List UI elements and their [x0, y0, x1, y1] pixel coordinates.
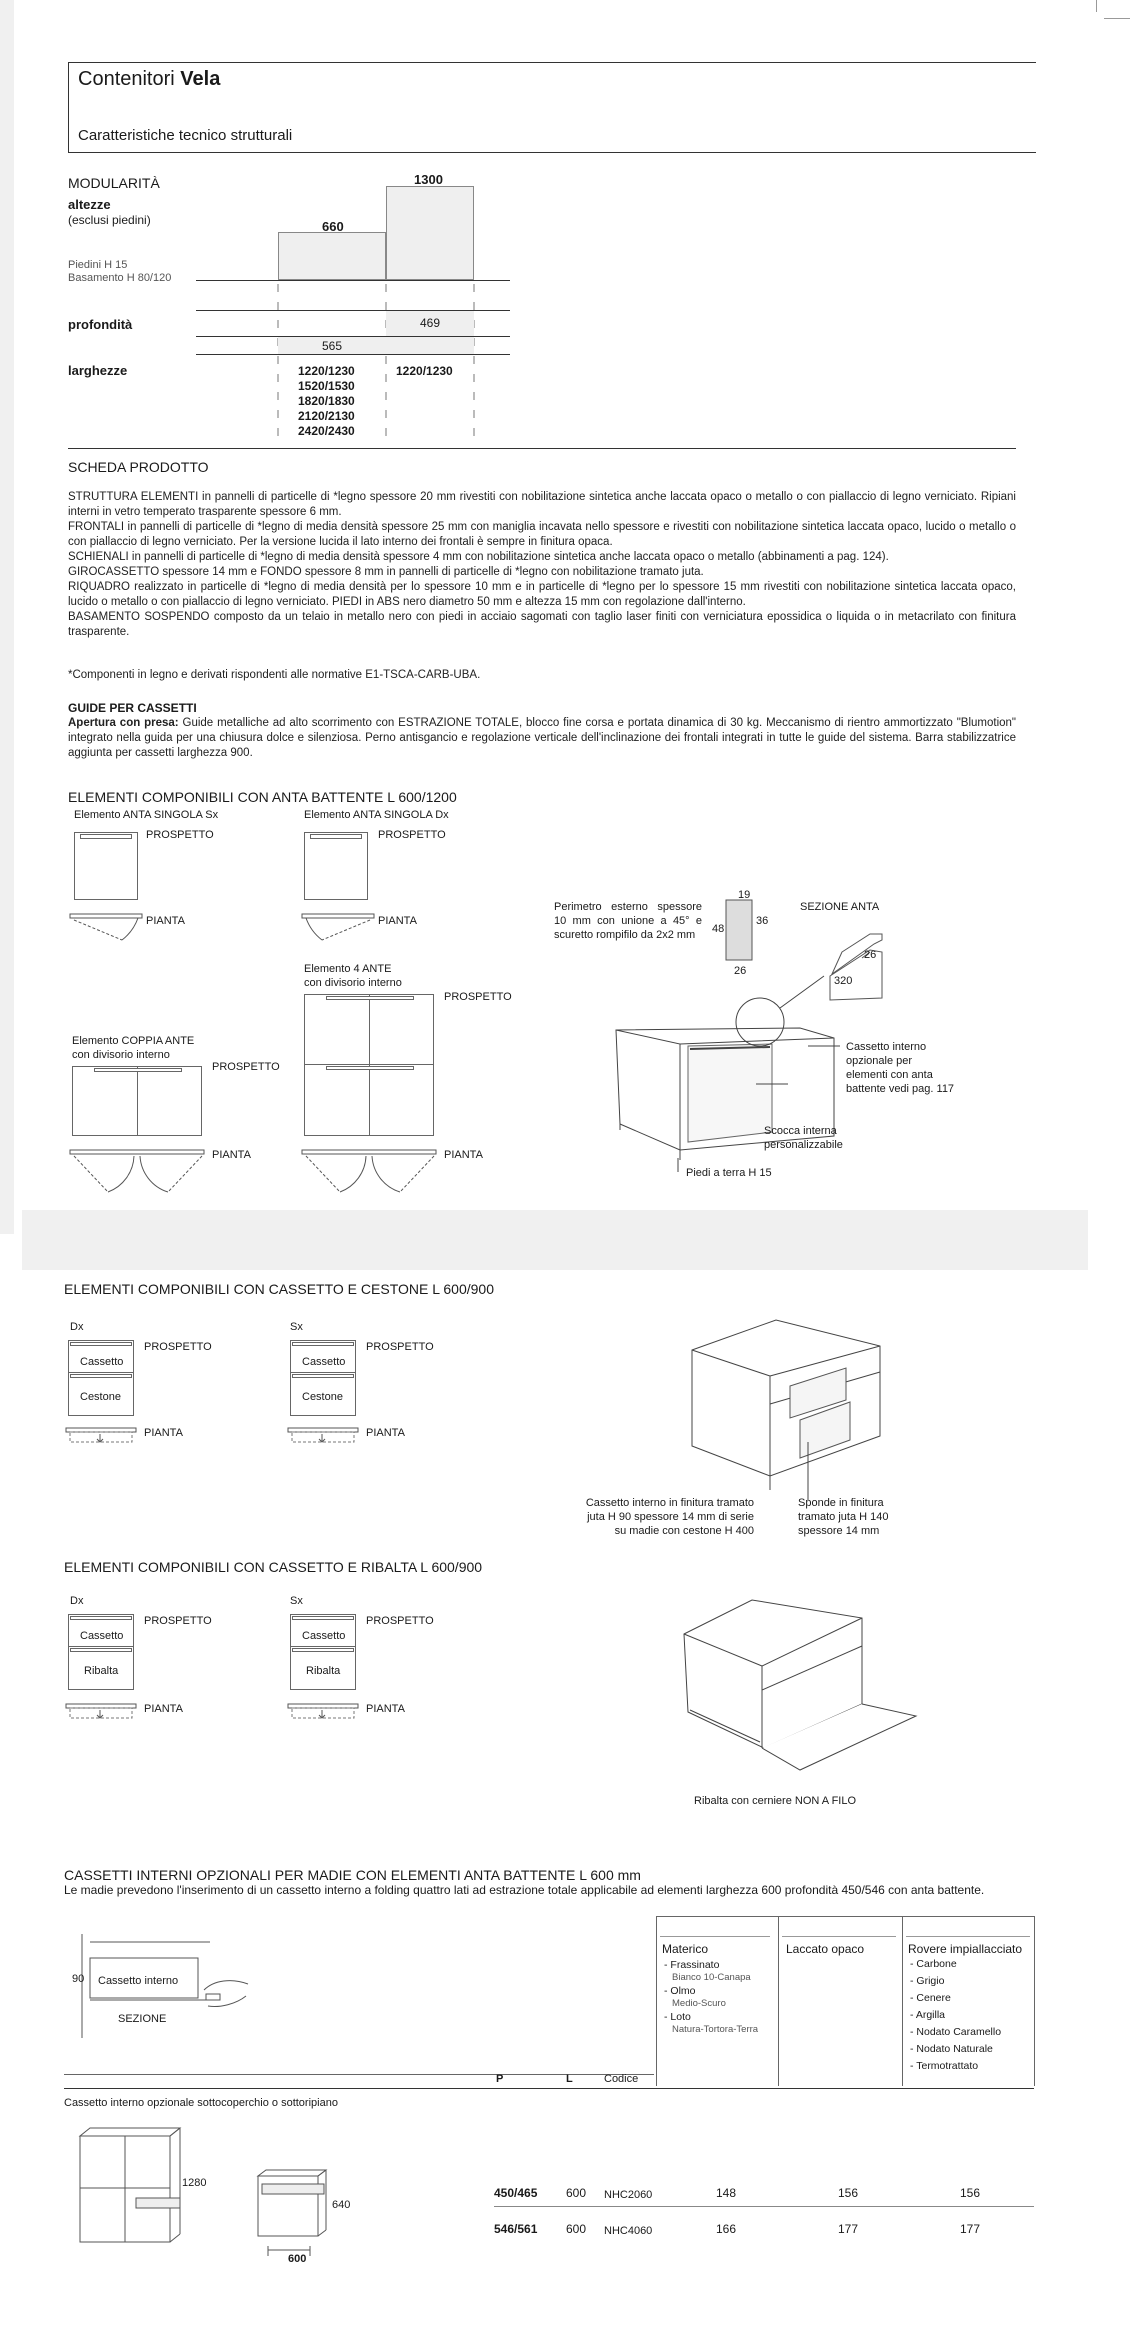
- pianta-label: PIANTA: [212, 1149, 251, 1161]
- base-label: Basamento H 80/120: [68, 272, 172, 284]
- anta-dx-handle: [310, 834, 362, 839]
- pianta-label: PIANTA: [146, 915, 185, 927]
- finishes-header-sep: [660, 1936, 770, 1937]
- pianta-label: PIANTA: [366, 1703, 405, 1715]
- dim-19: 19: [738, 889, 751, 901]
- materico-header: Materico: [662, 1942, 709, 1956]
- finish-item: - Cenere: [910, 1992, 951, 2004]
- finishes-col-divider: [656, 1916, 657, 2086]
- depth-469-value: 469: [420, 316, 441, 330]
- callout-inner-shell: Scocca interna personalizzabile: [764, 1125, 843, 1151]
- width-value: 2120/2130: [298, 409, 355, 423]
- spec-fronts: FRONTALI in pannelli di particelle di *legno di media densità spessore 25 mm con maniglia incavata nello spessore e rivestiti con nobilitazione sintetica laccata opaco, lucido o metallo o con piallaccio di legno verniciato. Per la versione lucida il lato interno dei frontali è sempre in finitura opaca.: [68, 521, 1016, 548]
- cestone-label: Cestone: [80, 1391, 121, 1403]
- finishes-col-divider: [902, 1916, 903, 2086]
- finish-item: - Termotrattato: [910, 2060, 979, 2072]
- ribalta-sx-handle-1: [292, 1616, 354, 1620]
- drawer-sx-split: [290, 1372, 356, 1373]
- cassetto-label: Cassetto: [80, 1356, 124, 1368]
- rovere-list: [910, 1956, 1001, 2075]
- pair-doors-divider: [137, 1066, 138, 1136]
- row-price-rovere: 156: [960, 2186, 981, 2200]
- drawers-heading: ELEMENTI COMPONIBILI CON CASSETTO E CESTONE L 600/900: [64, 1281, 494, 1297]
- guides-heading: GUIDE PER CASSETTI: [68, 701, 197, 715]
- ribalta-sx-handle-2: [292, 1648, 354, 1652]
- spec-base: BASAMENTO SOSPENDO composto da un telaio in metallo nero con piedi in acciaio sagomati con taglio laser finiti con verniciatura epossidica o liquida o in metacrilato con finitura trasparente.: [68, 611, 1016, 638]
- finish-item: - Loto: [664, 2011, 691, 2023]
- four-doors-divider-h: [304, 1064, 434, 1065]
- prospetto-label: PROSPETTO: [144, 1615, 212, 1627]
- row-code: NHC4060: [604, 2225, 653, 2237]
- pianta-label: PIANTA: [144, 1703, 183, 1715]
- table-row-rule: [494, 2206, 1034, 2207]
- row-width: 600: [566, 2186, 587, 2200]
- cestone-label: Cestone: [302, 1391, 343, 1403]
- col-p-header: P: [496, 2073, 504, 2085]
- finishes-col-divider: [778, 1916, 779, 2086]
- spec-drawer-box: GIROCASSETTO spessore 14 mm e FONDO spessore 8 mm in pannelli di particelle di *legno con nobilitazione tramato juta.: [68, 566, 704, 578]
- sx-label: Sx: [290, 1321, 303, 1333]
- spec-frame: RIQUADRO realizzato in particelle di *legno di media densità per lo spessore 10 mm e in particelle di *legno per lo spessore 15 mm rivestiti con nobilitazione sintetica laccata opaco, lucido o metallo o con piallaccio di legno verniciato. PIEDI in ABS nero diametro 50 mm e altezza 15 mm con regolazione dall'interno.: [68, 581, 1016, 608]
- laccato-header: Laccato opaco: [786, 1942, 865, 1956]
- finishes-header-sep: [782, 1936, 896, 1937]
- drawer-sx-handle-1: [292, 1342, 354, 1346]
- row-price-laccato: 156: [838, 2186, 859, 2200]
- ribalta-dx-split: [68, 1646, 134, 1647]
- finish-item: - Nodato Naturale: [910, 2043, 993, 2055]
- four-doors-label: Elemento 4 ANTE con divisorio interno: [304, 963, 402, 989]
- drawer-dx-handle-2: [70, 1374, 132, 1378]
- widths-label: larghezze: [68, 363, 128, 378]
- callout-internal-drawer-juta: Cassetto interno in finitura tramato juta H 90 spessore 14 mm di serie su madie con cestone H 400: [585, 1497, 754, 1537]
- finish-item: - Frassinato: [664, 1959, 720, 1971]
- page-subtitle: Caratteristiche tecnico strutturali: [78, 127, 293, 144]
- pianta-label: PIANTA: [378, 915, 417, 927]
- prospetto-label: PROSPETTO: [144, 1341, 212, 1353]
- row-depth: 546/561: [494, 2222, 538, 2236]
- modularity-heading: MODULARITÀ: [68, 175, 160, 191]
- dim-26: 26: [734, 965, 747, 977]
- ribalta-label: Ribalta: [84, 1665, 119, 1677]
- dim-90: 90: [72, 1973, 85, 1985]
- finish-item: - Grigio: [910, 1975, 945, 1987]
- ribalta-dx-handle-1: [70, 1616, 132, 1620]
- dim-320: 320: [834, 975, 853, 987]
- ribalta-dx-elevation: [68, 1614, 134, 1690]
- prospetto-label: PROSPETTO: [378, 829, 446, 841]
- row-width: 600: [566, 2222, 587, 2236]
- heights-note: (esclusi piedini): [68, 213, 151, 227]
- depth-565-value: 565: [322, 339, 343, 353]
- dim-640: 640: [332, 2199, 351, 2211]
- finish-subitem: Medio-Scuro: [672, 1998, 726, 2009]
- width-value: 1520/1530: [298, 379, 355, 393]
- internal-intro: Le madie prevedono l'inserimento di un cassetto interno a folding quattro lati ad estrazione totale applicabile ad elementi larghezza 600 profondità 450/546 con anta battente.: [64, 1883, 985, 1897]
- callout-ribalta-hinges: Ribalta con cerniere NON A FILO: [694, 1795, 857, 1807]
- anta-dx-elevation: [304, 832, 368, 900]
- finish-item: - Carbone: [910, 1958, 957, 1970]
- finishes-header-top: [656, 1916, 1034, 1917]
- sx-label: Sx: [290, 1595, 303, 1607]
- spec-backs: SCHIENALI in pannelli di particelle di *legno di media densità spessore 4 mm con nobilitazione sintetica anche laccata opaco o metallo (abbinamenti a pag. 124).: [68, 551, 889, 563]
- finish-subitem: Bianco 10-Canapa: [672, 1972, 751, 1983]
- mod-rule-4: [196, 354, 510, 355]
- cassetto-label: Cassetto: [80, 1630, 124, 1642]
- perimeter-note: Perimetro esterno spessore 10 mm con unione a 45° e scuretto rompifilo da 2x2 mm: [554, 901, 702, 941]
- depth-565-bar: [278, 337, 474, 354]
- anta-sx-elevation: [74, 832, 138, 900]
- height-660-block: [278, 232, 386, 280]
- anta-sx-handle: [80, 834, 132, 839]
- drawer-dx-split: [68, 1372, 134, 1373]
- pair-doors-label: Elemento COPPIA ANTE con divisorio interno: [72, 1035, 195, 1061]
- finish-item: - Olmo: [664, 1985, 696, 1997]
- prospetto-label: PROSPETTO: [212, 1061, 280, 1073]
- drawer-sx-handle-2: [292, 1374, 354, 1378]
- depth-label: profondità: [68, 317, 133, 332]
- prospetto-label: PROSPETTO: [366, 1615, 434, 1627]
- dim-1280: 1280: [182, 2177, 207, 2189]
- pianta-label: PIANTA: [444, 1149, 483, 1161]
- feet-label: Piedini H 15: [68, 259, 128, 271]
- heights-label: altezze: [68, 197, 111, 212]
- widths-col1: [298, 364, 355, 439]
- cassetto-label: Cassetto: [302, 1630, 346, 1642]
- internal-drawer-label: Cassetto interno: [98, 1975, 179, 1987]
- prospetto-label: PROSPETTO: [366, 1341, 434, 1353]
- internal-drawer-cabinets: [0, 0, 1, 1]
- mod-rule-1: [196, 280, 510, 281]
- page-edge: [0, 0, 14, 1234]
- product-sheet-heading: SCHEDA PRODOTTO: [68, 459, 209, 475]
- ribalta-dx-handle-2: [70, 1648, 132, 1652]
- row-code: NHC2060: [604, 2189, 653, 2201]
- table-header-rule: [64, 2088, 1034, 2089]
- sezione-anta-label: SEZIONE ANTA: [800, 901, 880, 913]
- row-depth: 450/465: [494, 2186, 538, 2200]
- dx-label: Dx: [70, 1595, 84, 1607]
- spec-structure: STRUTTURA ELEMENTI in pannelli di particelle di *legno spessore 20 mm rivestiti con nobilitazione sintetica anche laccata opaco o metallo o con piallaccio di legno verniciato. Ripiani interni in vetro temperato trasparente spessore 6 mm.: [68, 491, 1016, 518]
- internal-heading: CASSETTI INTERNI OPZIONALI PER MADIE CON ELEMENTI ANTA BATTENTE L 600 mm: [64, 1867, 641, 1883]
- finish-subitem: Natura-Tortora-Terra: [672, 2024, 759, 2035]
- anta-sx-label: Elemento ANTA SINGOLA Sx: [74, 809, 219, 821]
- height-1300-block: [386, 186, 474, 280]
- four-doors-divider-v: [369, 994, 370, 1136]
- drawer-dx-elevation: [68, 1340, 134, 1416]
- dx-label: Dx: [70, 1321, 84, 1333]
- drawer-sx-elevation: [290, 1340, 356, 1416]
- finishes-col-divider: [1034, 1916, 1035, 2086]
- width-value: 1220/1230: [298, 364, 355, 378]
- rovere-header: Rovere impiallacciato: [908, 1942, 1023, 1956]
- header-left-rule: [68, 62, 69, 152]
- four-doors-handle-mid: [326, 1066, 414, 1070]
- row-price-laccato: 177: [838, 2222, 859, 2236]
- materico-list: [664, 1958, 758, 2036]
- page-break-band: [22, 1210, 1088, 1270]
- sezione-label: SEZIONE: [118, 2013, 167, 2025]
- dim-48: 48: [712, 923, 725, 935]
- dim-36: 36: [756, 915, 769, 927]
- components-note: *Componenti in legno e derivati rispondenti alle normative E1-TSCA-CARB-UBA.: [68, 669, 481, 681]
- row-price-rovere: 177: [960, 2222, 981, 2236]
- header-top-rule: [68, 62, 1036, 63]
- prospetto-label: PROSPETTO: [444, 991, 512, 1003]
- col-code-header: Codice: [604, 2073, 639, 2085]
- spec-paragraphs: [68, 490, 1016, 640]
- modularity-bottom-rule: [68, 448, 1016, 449]
- pianta-label: PIANTA: [366, 1427, 405, 1439]
- internal-caption: Cassetto interno opzionale sottocoperchio o sottoripiano: [64, 2097, 338, 2109]
- pair-doors-handle: [94, 1068, 182, 1072]
- crop-mark: [1104, 18, 1130, 19]
- cassetto-label: Cassetto: [302, 1356, 346, 1368]
- crop-mark: [1096, 0, 1097, 12]
- callout-feet: Piedi a terra H 15: [686, 1167, 772, 1179]
- prospetto-label: PROSPETTO: [146, 829, 214, 841]
- callout-internal-drawer: Cassetto interno opzionale per elementi con anta battente vedi pag. 117: [846, 1041, 955, 1095]
- ribalta-sx-elevation: [290, 1614, 356, 1690]
- row-price-materico: 148: [716, 2186, 737, 2200]
- width-value: 2420/2430: [298, 424, 355, 438]
- page-title: Contenitori Vela: [78, 68, 221, 90]
- anta-dx-label: Elemento ANTA SINGOLA Dx: [304, 809, 449, 821]
- finish-item: - Nodato Caramello: [910, 2026, 1002, 2038]
- dim-600: 600: [288, 2253, 307, 2265]
- height-660-value: 660: [322, 219, 344, 234]
- drawer-dx-handle-1: [70, 1342, 132, 1346]
- four-doors-handle-top: [326, 996, 414, 1000]
- finishes-header-sep: [906, 1936, 1030, 1937]
- width-value: 1820/1830: [298, 394, 355, 408]
- height-1300-value: 1300: [414, 172, 443, 187]
- callout-sides-juta: Sponde in finitura tramato juta H 140 spessore 14 mm: [798, 1497, 889, 1537]
- row-price-materico: 166: [716, 2222, 737, 2236]
- anta-heading: ELEMENTI COMPONIBILI CON ANTA BATTENTE L 600/1200: [68, 789, 457, 805]
- guides-text: Apertura con presa: Guide metalliche ad alto scorrimento con ESTRAZIONE TOTALE, blocco fine corsa e portata dinamica di 30 kg. Meccanismo di rientro ammortizzato "Blumotion" integrato nella guida per una chiusura dolce e silenziosa. Perno antisgancio e regolazione verticale dell'inclinazione dei frontali integrati in tutte le guide del sistema. Barra stabilizzatrice aggiunta per cassetti larghezza 900.: [68, 717, 1016, 759]
- header-bottom-rule: [68, 152, 1036, 153]
- col-l-header: L: [566, 2073, 573, 2085]
- ribalta-heading: ELEMENTI COMPONIBILI CON CASSETTO E RIBALTA L 600/900: [64, 1559, 483, 1575]
- pianta-label: PIANTA: [144, 1427, 183, 1439]
- width-col2-value: 1220/1230: [396, 364, 453, 378]
- ribalta-sx-split: [290, 1646, 356, 1647]
- ribalta-label: Ribalta: [306, 1665, 341, 1677]
- finish-item: - Argilla: [910, 2009, 946, 2021]
- dim-26-b: 26: [864, 949, 877, 961]
